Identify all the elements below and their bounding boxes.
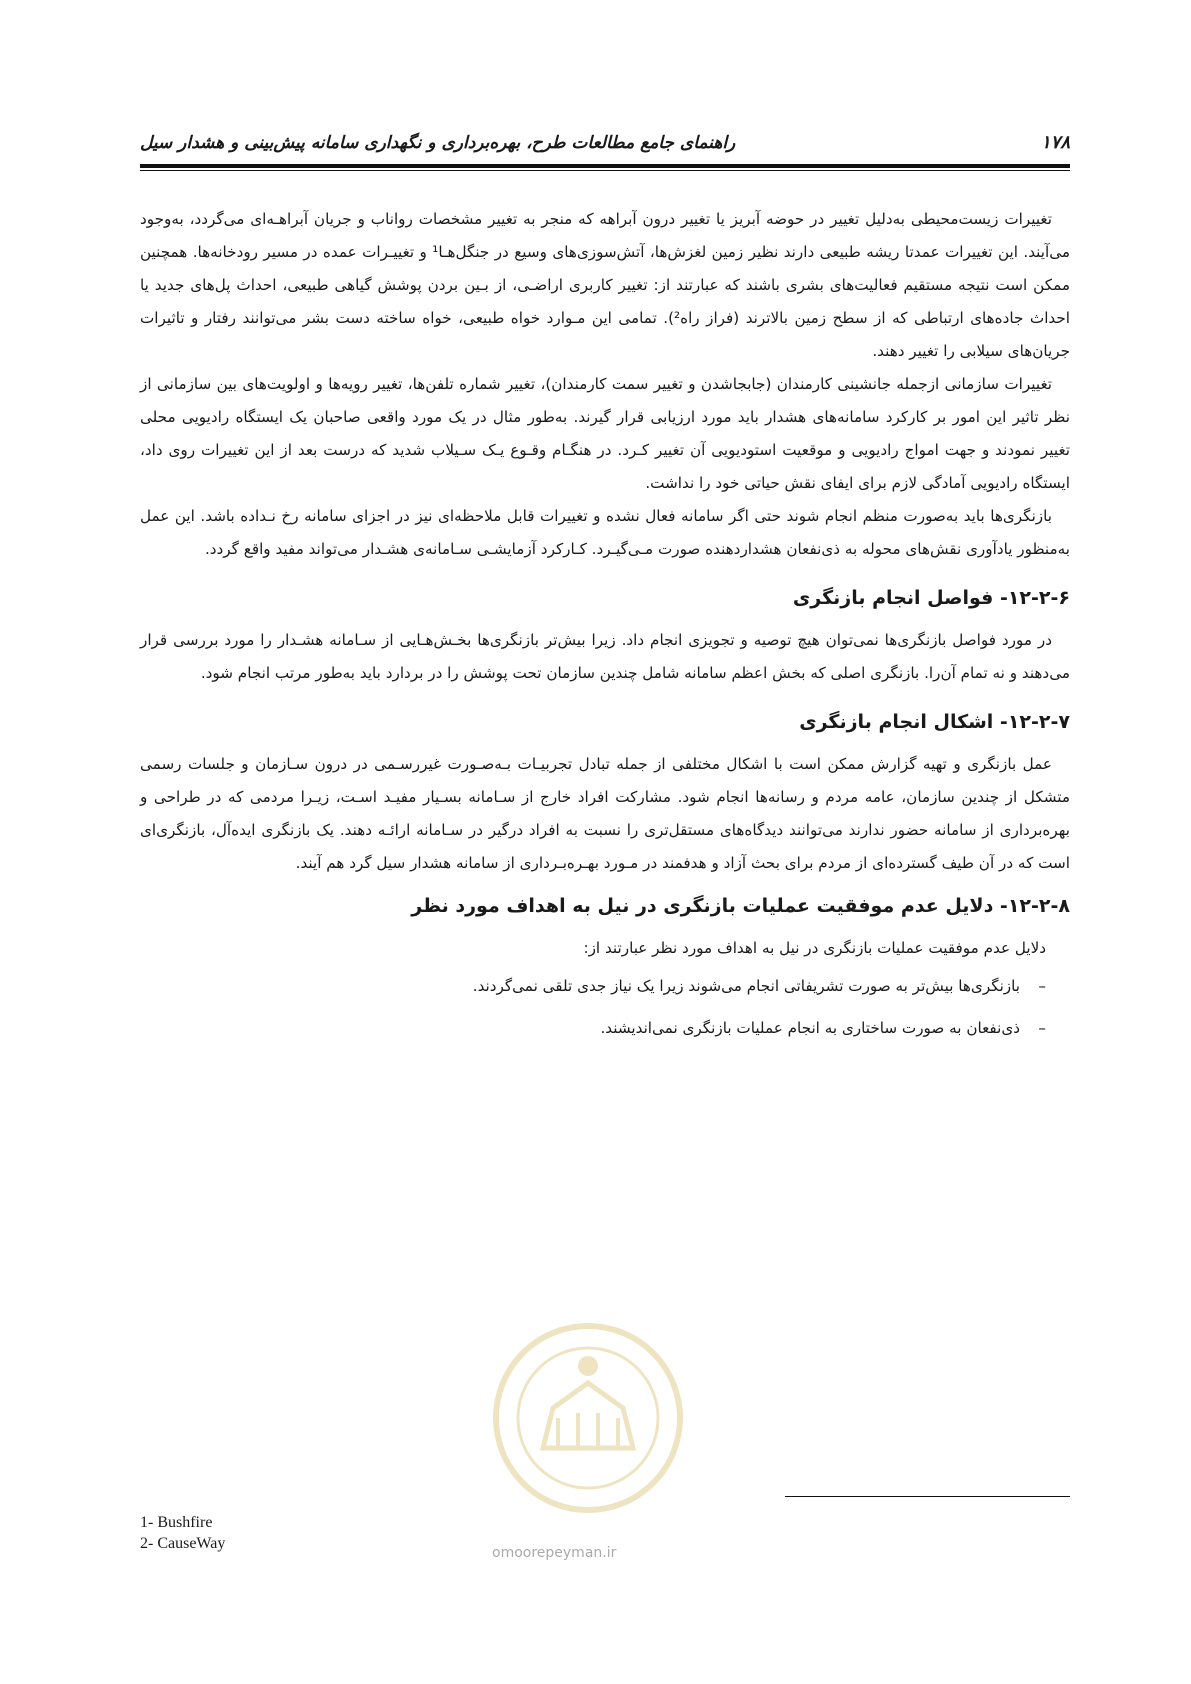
list-intro: دلایل عدم موفقیت عملیات بازنگری در نیل به اهداف مورد نظر عبارتند از: bbox=[583, 939, 1046, 957]
watermark-url: omoorepeyman.ir bbox=[492, 1545, 617, 1561]
page-header bbox=[140, 118, 1070, 164]
watermark-seal-icon bbox=[488, 1318, 688, 1518]
footnote-2: 2- CauseWay bbox=[140, 1535, 226, 1552]
paragraph-review-forms: عمل بازنگری و تهیه گزارش ممکن است با اشکال مختلفی از جمله تبادل تجربیـات بـه‌صـورت غیررسـمی در درون سـازمان و جلسات رسمی متشکل از چندین سازمان، عامه مردم و رسانه‌ها انجام شود. مشارکت افراد خارج از سـامانه بسـیار مفیـد اسـت، زیـرا مردمی که در طراحی و بهره‌برداری از سامانه حضور ندارند می‌توانند دیدگاه‌های مستقل‌تری را نسبت به افراد درگیر در سـامانه ارائـه دهند. یک بازنگری ایده‌آل، بازنگری‌ای است که در آن طیف گسترده‌ای از مردم برای بحث آزاد و هدفمند در مـورد بهـره‌بـرداری از سامانه هشدار سیل گرد هم آیند. bbox=[140, 755, 1070, 872]
paragraph-review-intervals: در مورد فواصل بازنگری‌ها نمی‌توان هیچ توصیه و تجویزی انجام داد. زیرا بیش‌تر بازنگری‌ها بخـش‌هـایی از سـامانه هشـدار را مورد بررسی قرار می‌دهند و نه تمام آن‌را. بازنگری اصلی که بخش اعظم سامانه شامل چندین سازمان تحت پوشش را در بردارد باید به‌طور مرتب انجام شود. bbox=[140, 631, 1070, 682]
header-rule bbox=[140, 164, 1070, 168]
header-rule-thin bbox=[140, 170, 1070, 171]
list-item-text: ذی‌نفعان به صورت ساختاری به انجام عملیات بازنگری نمی‌اندیشند. bbox=[600, 1019, 1020, 1037]
dash-bullet: – bbox=[1038, 1019, 1046, 1037]
section-heading-review-intervals: ۱۲-۲-۶- فواصل انجام بازنگری bbox=[792, 587, 1070, 609]
section-heading-review-forms: ۱۲-۲-۷- اشکال انجام بازنگری bbox=[799, 711, 1070, 733]
footnote-1: 1- Bushfire bbox=[140, 1514, 213, 1531]
list-item bbox=[140, 1007, 1046, 1049]
failure-reasons-list bbox=[140, 965, 1070, 1049]
page-body bbox=[140, 203, 1070, 1049]
running-title: راهنمای جامع مطالعات طرح، بهره‌برداری و نگهداری سامانه پیش‌بینی و هشدار سیل bbox=[140, 133, 736, 153]
footnotes bbox=[140, 1512, 225, 1554]
list-item bbox=[140, 965, 1046, 1007]
section-heading-review-failure-reasons: ۱۲-۲-۸- دلایل عدم موفقیت عملیات بازنگری در نیل به اهداف مورد نظر bbox=[411, 895, 1070, 917]
footnote-rule bbox=[785, 1496, 1070, 1497]
dash-bullet: – bbox=[1038, 977, 1046, 995]
list-item-text: بازنگری‌ها بیش‌تر به صورت تشریفاتی انجام می‌شوند زیرا یک نیاز جدی تلقی نمی‌گردند. bbox=[472, 977, 1020, 995]
paragraph-environmental-changes: تغییرات زیست‌محیطی به‌دلیل تغییر در حوضه آبریز یا تغییر درون آبراهه که منجر به تغییر مشخصات رواناب و جریان آبراهـه‌ای می‌گردد، به‌وجود می‌آیند. این تغییرات عمدتا ریشه طبیعی دارند نظیر زمین لغزش‌ها، آتش‌سوزی‌های وسیع در جنگل‌هـا¹ و تغییـرات عمده در مسیر رودخانه‌ها. همچنین ممکن است نتیجه مستقیم فعالیت‌های بشری باشند که عبارتند از: تغییر کاربری اراضـی، از بـین بردن پوشش گیاهی طبیعی، احداث پل‌های جدید یا احداث جاده‌های ارتباطی که از سطح زمین بالاترند (فراز راه²). تمامی این مـوارد خواه طبیعی، خواه ساخته دست بشر می‌توانند رفتار و تاثیرات جریان‌های سیلابی را تغییر دهند. bbox=[140, 210, 1070, 360]
page-number: ۱۷۸ bbox=[1040, 132, 1070, 153]
paragraph-regular-reviews: بازنگری‌ها باید به‌صورت منظم انجام شوند حتی اگر سامانه فعال نشده و تغییرات قابل ملاحظه‌ای نیز در اجزای سامانه رخ نـداده باشد. این عمل به‌منظور یادآوری نقش‌های محوله به ذی‌نفعان هشداردهنده صورت مـی‌گیـرد. کـارکرد آزمایشـی سـامانه‌ی هشـدار می‌تواند مفید واقع گردد. bbox=[140, 507, 1070, 558]
paragraph-organizational-changes: تغییرات سازمانی ازجمله جانشینی کارمندان (جابجاشدن و تغییر سمت کارمندان)، تغییر شماره تلفن‌ها، تغییر رویه‌ها و اولویت‌های بین سازمانی از نظر تاثیر این امور بر کارکرد سامانه‌های هشدار باید مورد ارزیابی قرار گیرند. به‌طور مثال در یک مورد واقعی صاحبان یک ایستگاه رادیویی محلی تغییر نمودند و جهت امواج رادیویی و موقعیت استودیویی آن تغییر کـرد. در هنگـام وقـوع یـک سـیلاب شدید که درست بعد از این تغییرات روی داد، ایستگاه رادیویی آمادگی لازم برای ایفای نقش حیاتی خود را نداشت. bbox=[140, 375, 1070, 492]
